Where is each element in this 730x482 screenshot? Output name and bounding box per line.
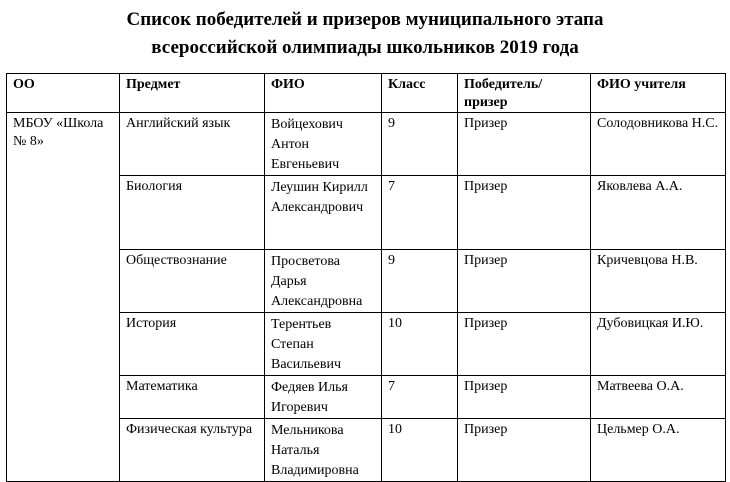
grade-cell: 10 [382,419,458,482]
header-class: Класс [382,74,458,113]
teacher-cell: Солодовникова Н.С. [591,113,726,176]
student-name-cell: Леушин Кирилл Александрович [265,176,382,250]
grade-cell: 9 [382,250,458,313]
header-oo: ОО [7,74,120,113]
grade-cell: 7 [382,176,458,250]
student-name-cell: Просветова Дарья Александровна [265,250,382,313]
status-cell: Призер [458,113,591,176]
table-row [7,113,726,176]
status-cell: Призер [458,313,591,376]
status-cell: Призер [458,419,591,482]
subject-cell: Английский язык [120,113,265,176]
header-status: Победитель/ призер [458,74,591,113]
subject-cell: История [120,313,265,376]
status-cell: Призер [458,376,591,419]
teacher-cell: Яковлева А.А. [591,176,726,250]
status-cell: Призер [458,176,591,250]
status-cell: Призер [458,250,591,313]
subject-cell: Математика [120,376,265,419]
student-name-cell: Терентьев Степан Васильевич [265,313,382,376]
header-name: ФИО [265,74,382,113]
results-table [6,73,726,482]
subject-cell: Обществознание [120,250,265,313]
student-name-cell: Федяев Илья Игоревич [265,376,382,419]
grade-cell: 9 [382,113,458,176]
grade-cell: 7 [382,376,458,419]
student-name-cell: Войцехович Антон Евгеньевич [265,113,382,176]
header-teacher: ФИО учителя [591,74,726,113]
header-subject: Предмет [120,74,265,113]
title-line-2: всероссийской олимпиады школьников 2019 года [151,37,579,58]
subject-cell: Физическая культура [120,419,265,482]
student-name-cell: Мельникова Наталья Владимировна [265,419,382,482]
teacher-cell: Цельмер О.А. [591,419,726,482]
title-line-1: Список победителей и призеров муниципального этапа [126,9,604,30]
grade-cell: 10 [382,313,458,376]
subject-cell: Биология [120,176,265,250]
teacher-cell: Кричевцова Н.В. [591,250,726,313]
teacher-cell: Дубовицкая И.Ю. [591,313,726,376]
document-title [0,6,730,62]
school-cell: МБОУ «Школа № 8» [7,113,120,482]
table-header-row [7,74,726,113]
teacher-cell: Матвеева О.А. [591,376,726,419]
